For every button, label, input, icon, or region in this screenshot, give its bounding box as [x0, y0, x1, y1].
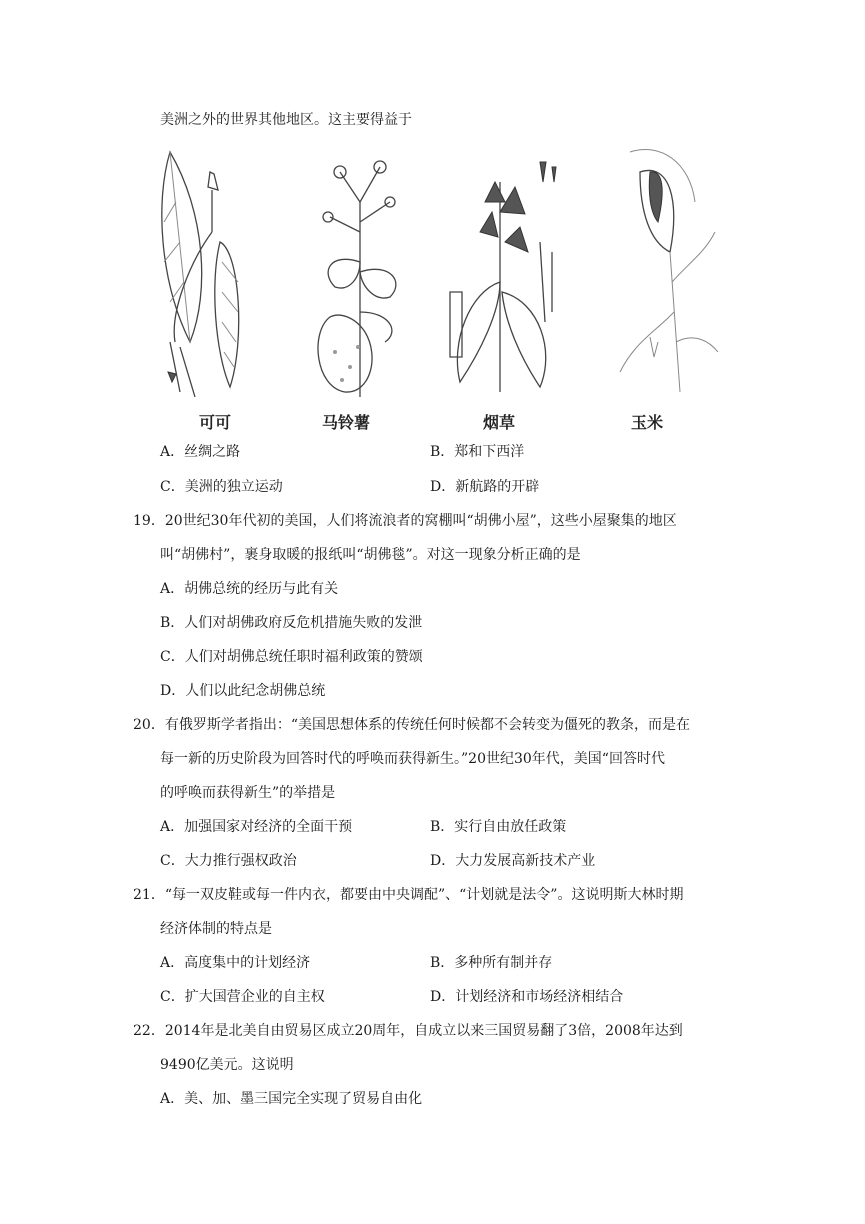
q22-option-a: A．美、加、墨三国完全实现了贸易自由化	[160, 1091, 423, 1107]
corn-label: 玉米	[631, 413, 664, 432]
plant-illustrations	[150, 142, 710, 404]
q20-option-b: B．实行自由放任政策	[430, 819, 567, 835]
q20-stem-line1: 20．有俄罗斯学者指出：“美国思想体系的传统任何时候都不会转变为僵死的教条，而是在	[133, 717, 690, 733]
q21-stem-line2: 经济体制的特点是	[160, 921, 272, 937]
q18-option-b: B．郑和下西洋	[430, 444, 525, 460]
potato-illustration	[300, 142, 420, 404]
cocoa-label: 可可	[199, 413, 232, 432]
q19-stem-line1: 19．20世纪30年代初的美国，人们将流浪者的窝棚叫“胡佛小屋”，这些小屋聚集的地区	[133, 513, 677, 529]
q20-option-d: D．大力发展高新技术产业	[430, 853, 596, 869]
cocoa-illustration	[150, 142, 270, 404]
corn-illustration	[600, 142, 720, 404]
q20-option-c: C．大力推行强权政治	[160, 853, 297, 869]
question-18-intro: 美洲之外的世界其他地区。这主要得益于	[160, 112, 412, 128]
q19-option-a: A．胡佛总统的经历与此有关	[160, 581, 339, 597]
potato-label: 马铃薯	[322, 413, 371, 432]
q18-option-c: C．美洲的独立运动	[160, 479, 283, 495]
tobacco-label: 烟草	[483, 413, 516, 432]
q19-option-d: D．人们以此纪念胡佛总统	[160, 683, 326, 699]
q18-option-d: D．新航路的开辟	[430, 479, 540, 495]
q21-option-c: C．扩大国营企业的自主权	[160, 989, 325, 1005]
q20-stem-line2: 每一新的历史阶段为回答时代的呼唤而获得新生。”20世纪30年代，美国“回答时代	[160, 751, 665, 767]
q22-stem-line2: 9490亿美元。这说明	[160, 1057, 294, 1073]
q19-option-c: C．人们对胡佛总统任职时福利政策的赞颂	[160, 649, 423, 665]
q21-option-d: D．计划经济和市场经济相结合	[430, 989, 624, 1005]
q21-stem-line1: 21．“每一双皮鞋或每一件内衣，都要由中央调配”、“计划就是法令”。这说明斯大林时期	[133, 887, 684, 903]
q19-stem-line2: 叫“胡佛村”，裹身取暖的报纸叫“胡佛毯”。对这一现象分析正确的是	[160, 547, 581, 563]
q22-stem-line1: 22．2014年是北美自由贸易区成立20周年，自成立以来三国贸易翻了3倍，2008年达到	[133, 1023, 683, 1039]
q18-option-a: A．丝绸之路	[160, 444, 241, 460]
q19-option-b: B．人们对胡佛政府反危机措施失败的发泄	[160, 615, 423, 631]
q20-option-a: A．加强国家对经济的全面干预	[160, 819, 353, 835]
q21-option-a: A．高度集中的计划经济	[160, 955, 311, 971]
q20-stem-line3: 的呼唤而获得新生”的举措是	[160, 785, 336, 801]
tobacco-illustration	[440, 142, 580, 404]
q21-option-b: B．多种所有制并存	[430, 955, 553, 971]
